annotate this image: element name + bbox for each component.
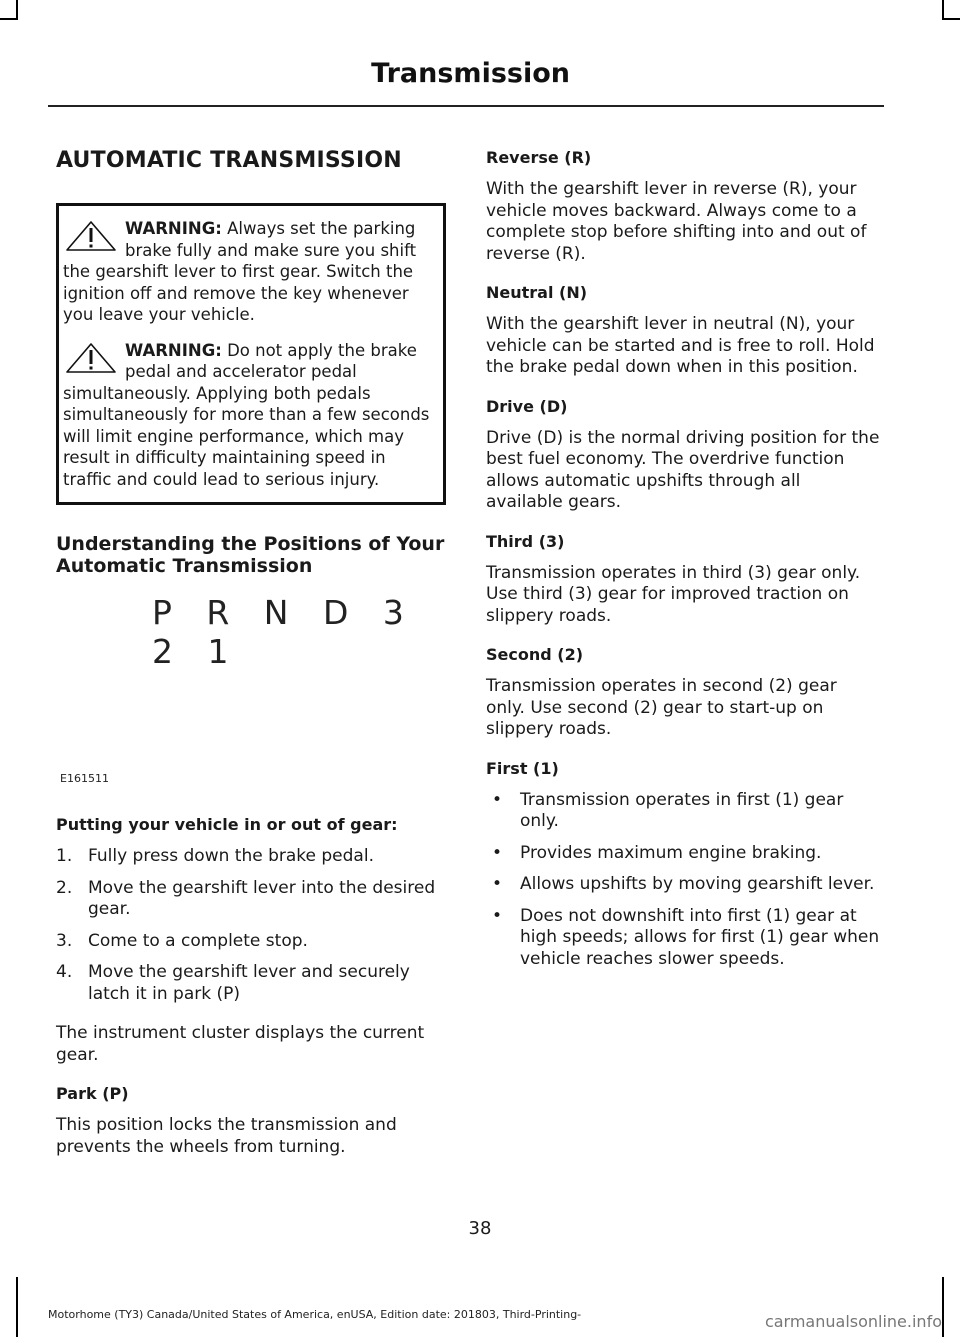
list-item bbox=[56, 962, 446, 1005]
neutral-title: Neutral (N) bbox=[486, 283, 588, 302]
second-text: Transmission operates in second (2) gear only. Use second (2) gear to start-up on slippery roads. bbox=[486, 676, 837, 739]
step-text: Move the gearshift lever and securely latch it in park (P) bbox=[88, 962, 410, 1004]
bullet-text: Does not downshift into first (1) gear at high speeds; allows for first (1) gear when vehicle reaches slower speeds. bbox=[520, 905, 880, 969]
bullet: • bbox=[492, 905, 503, 926]
list-item bbox=[56, 846, 446, 868]
warning-item bbox=[63, 340, 435, 491]
neutral-text: With the gearshift lever in neutral (N), your vehicle can be started and is free to roll. Hold the brake pedal down when in this position. bbox=[486, 314, 875, 377]
list-item bbox=[56, 878, 446, 921]
subheading: Understanding the Positions of Your Automatic Transmission bbox=[56, 533, 445, 577]
third-text: Transmission operates in third (3) gear only. Use third (3) gear for improved traction on slippery roads. bbox=[486, 562, 861, 626]
crop-mark bbox=[16, 1277, 18, 1337]
first-gear-list bbox=[486, 790, 881, 971]
step-text: Fully press down the brake pedal. bbox=[88, 846, 374, 866]
cluster-text: The instrument cluster displays the current gear. bbox=[56, 1023, 425, 1065]
step-number: 3. bbox=[56, 930, 73, 951]
page-header-title: Transmission bbox=[371, 58, 570, 89]
list-item bbox=[486, 906, 881, 971]
bullet: • bbox=[492, 789, 503, 810]
left-column bbox=[56, 140, 446, 1176]
crop-mark bbox=[0, 18, 18, 20]
list-item bbox=[486, 874, 881, 896]
footer-text: Motorhome (TY3) Canada/United States of America, enUSA, Edition date: 201803, Third-Printing- bbox=[48, 1308, 582, 1321]
warning-triangle-icon bbox=[65, 220, 117, 252]
page-number: 38 bbox=[468, 1218, 492, 1239]
crop-mark bbox=[942, 18, 960, 20]
figure-code: E161511 bbox=[60, 772, 109, 785]
right-column bbox=[486, 140, 881, 980]
warning-box bbox=[56, 203, 446, 505]
drive-text: Drive (D) is the normal driving position for the best fuel economy. The overdrive function allows automatic upshifts through all available gears. bbox=[486, 427, 880, 512]
gear-positions: P R N D 3 2 1 bbox=[152, 593, 416, 671]
crop-mark bbox=[942, 0, 944, 20]
step-number: 1. bbox=[56, 846, 73, 866]
section-title: AUTOMATIC TRANSMISSION bbox=[56, 148, 402, 173]
putting-gear-title: Putting your vehicle in or out of gear: bbox=[56, 815, 398, 834]
warning-text: Do not apply the brake pedal and accelerator pedal simultaneously. Applying both pedals simultaneously for more than a few seconds will limit engine performance, which may result in difficulty maintaining speed in traffic and could lead to serious injury. bbox=[63, 340, 430, 489]
first-title: First (1) bbox=[486, 758, 559, 778]
step-text: Move the gearshift lever into the desired gear. bbox=[88, 877, 436, 919]
third-title: Third (3) bbox=[486, 531, 565, 551]
second-title: Second (2) bbox=[486, 645, 584, 664]
list-item bbox=[56, 931, 446, 953]
park-text: This position locks the transmission and prevents the wheels from turning. bbox=[56, 1115, 397, 1157]
reverse-text: With the gearshift lever in reverse (R), your vehicle moves backward. Always come to a complete stop before shifting into and out of reverse (R). bbox=[486, 179, 867, 264]
warning-text: Always set the parking brake fully and make sure you shift the gearshift lever to first gear. Switch the ignition off and remove the key whenever you leave your vehicle. bbox=[63, 219, 417, 324]
crop-mark bbox=[942, 1277, 944, 1337]
step-number: 2. bbox=[56, 877, 73, 898]
list-item bbox=[486, 790, 881, 833]
bullet: • bbox=[492, 842, 503, 863]
park-title: Park (P) bbox=[56, 1084, 129, 1103]
header-rule bbox=[48, 105, 884, 107]
bullet: • bbox=[492, 874, 503, 894]
warning-item bbox=[63, 218, 435, 326]
warning-label: WARNING: bbox=[125, 340, 222, 360]
step-number: 4. bbox=[56, 962, 73, 982]
warning-label: WARNING: bbox=[125, 219, 222, 238]
reverse-title: Reverse (R) bbox=[486, 148, 592, 167]
step-text: Come to a complete stop. bbox=[88, 930, 308, 951]
gear-indicator-figure bbox=[56, 585, 446, 795]
watermark[interactable]: carmanualsonline.info bbox=[764, 1312, 942, 1331]
list-item bbox=[486, 843, 881, 865]
bullet-text: Transmission operates in first (1) gear only. bbox=[520, 789, 844, 831]
drive-title: Drive (D) bbox=[486, 396, 568, 416]
warning-triangle-icon bbox=[65, 342, 117, 374]
bullet-text: Allows upshifts by moving gearshift lever. bbox=[520, 874, 875, 894]
steps-list bbox=[56, 846, 446, 1005]
crop-mark bbox=[16, 0, 18, 20]
bullet-text: Provides maximum engine braking. bbox=[520, 842, 822, 863]
